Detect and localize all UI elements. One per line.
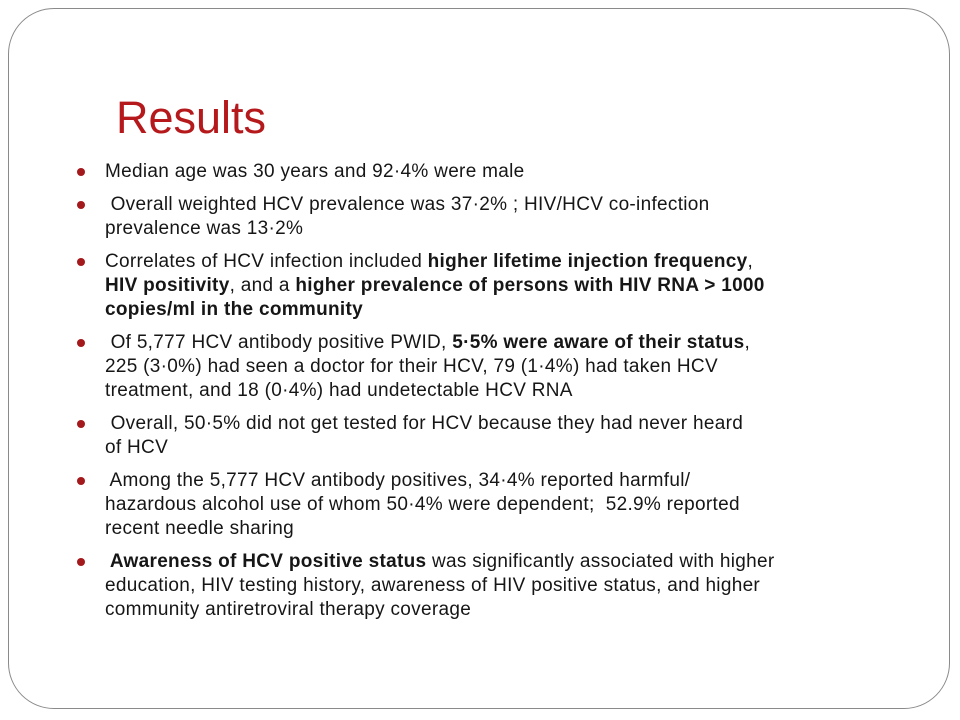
- bullet-dot-icon: [77, 168, 85, 176]
- bullet-item-alcohol: [73, 469, 933, 541]
- bullet-line: [105, 517, 933, 541]
- bullet-line: [105, 355, 933, 379]
- bullet-text-bold: Awareness of HCV positive status: [105, 551, 427, 572]
- bullet-text: Of 5,777 HCV antibody positive PWID,: [105, 332, 453, 353]
- slide-frame: [8, 8, 950, 709]
- bullet-line: [105, 436, 933, 460]
- bullet-item-not-tested: [73, 412, 933, 460]
- bullet-line: [105, 250, 933, 274]
- slide-title: Results: [116, 92, 267, 143]
- bullet-text: was significantly associated with higher: [426, 551, 775, 572]
- bullet-text: of HCV: [105, 437, 169, 458]
- bullet-dot-icon: [77, 558, 85, 566]
- bullet-line: [105, 379, 933, 403]
- bullet-text: community antiretroviral therapy coverage: [105, 599, 472, 620]
- bullet-item-awareness: [73, 550, 933, 622]
- bullet-text: education, HIV testing history, awareness of HIV positive status, and higher: [105, 575, 761, 596]
- bullet-line: [105, 493, 933, 517]
- results-list: [73, 160, 933, 631]
- bullet-text: Overall weighted HCV prevalence was 37·2% ; HIV/HCV co-infection: [105, 194, 710, 215]
- bullet-text: , and a: [229, 275, 296, 296]
- bullet-line: [105, 331, 933, 355]
- bullet-dot-icon: [77, 420, 85, 428]
- bullet-text-bold: higher prevalence of persons with HIV RNA > 1000: [295, 275, 765, 296]
- bullet-line: [105, 469, 933, 493]
- bullet-text: treatment, and 18 (0·4%) had undetectable HCV RNA: [105, 380, 573, 401]
- bullet-text: hazardous alcohol use of whom 50·4% were dependent; 52.9% reported: [105, 494, 740, 515]
- bullet-text: Median age was 30 years and 92·4% were male: [105, 161, 525, 182]
- bullet-text-bold: higher lifetime injection frequency: [427, 251, 748, 272]
- bullet-line: [105, 160, 933, 184]
- bullet-text: prevalence was 13·2%: [105, 218, 304, 239]
- bullet-text: recent needle sharing: [105, 518, 295, 539]
- bullet-dot-icon: [77, 339, 85, 347]
- bullet-dot-icon: [77, 258, 85, 266]
- bullet-text: 225 (3·0%) had seen a doctor for their HCV, 79 (1·4%) had taken HCV: [105, 356, 718, 377]
- bullet-line: [105, 193, 933, 217]
- bullet-text: Correlates of HCV infection included: [105, 251, 428, 272]
- bullet-item-prevalence: [73, 193, 933, 241]
- bullet-text: Among the 5,777 HCV antibody positives, 34·4% reported harmful/: [105, 470, 691, 491]
- bullet-item-cascade: [73, 331, 933, 403]
- bullet-line: [105, 274, 933, 298]
- bullet-text-bold: 5·5% were aware of their status: [452, 332, 745, 353]
- bullet-text: ,: [744, 332, 751, 353]
- bullet-item-correlates: [73, 250, 933, 322]
- bullet-text: ,: [747, 251, 754, 272]
- bullet-line: [105, 598, 933, 622]
- bullet-line: [105, 574, 933, 598]
- bullet-item-median-age: [73, 160, 933, 184]
- bullet-text-bold: HIV positivity: [105, 275, 230, 296]
- bullet-line: [105, 412, 933, 436]
- bullet-dot-icon: [77, 477, 85, 485]
- bullet-line: [105, 217, 933, 241]
- bullet-dot-icon: [77, 201, 85, 209]
- bullet-text: Overall, 50·5% did not get tested for HCV because they had never heard: [105, 413, 744, 434]
- bullet-line: [105, 550, 933, 574]
- bullet-line: [105, 298, 933, 322]
- bullet-text-bold: copies/ml in the community: [105, 299, 364, 320]
